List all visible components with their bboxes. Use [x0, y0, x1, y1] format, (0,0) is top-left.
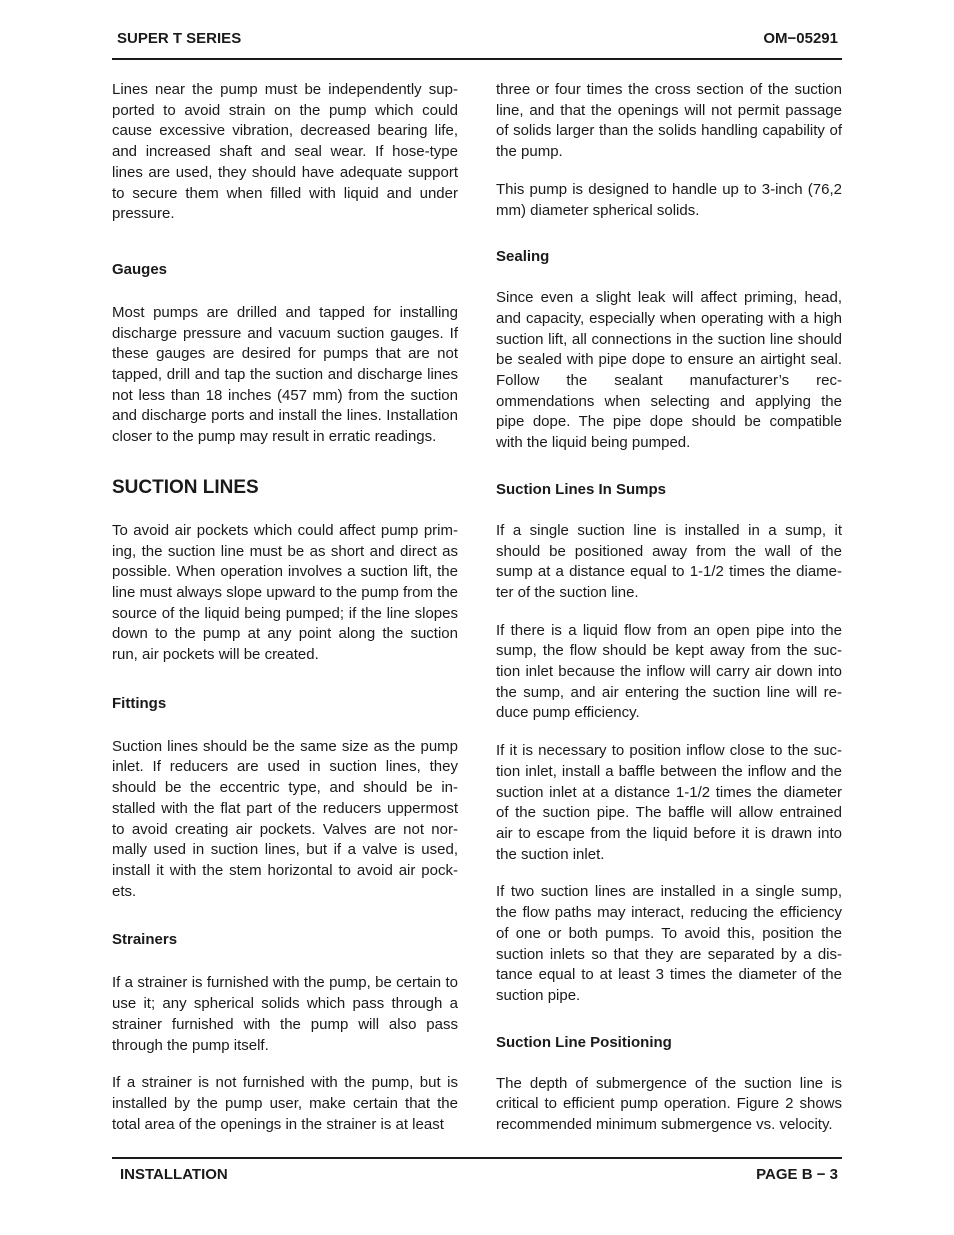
positioning-paragraph: The depth of submergence of the suction line is critical to efficient pump operation. Figure 2 shows recommended minimum submergence vs. velocity.: [496, 1074, 842, 1134]
suction-lines-heading: SUCTION LINES: [112, 476, 259, 498]
sealing-heading: Sealing: [496, 248, 550, 266]
left-column: [112, 80, 458, 1135]
strainers-paragraph-2: If a strainer is not furnished with the pump, but is installed by the pump user, make certain that the total area of the openings in the strainer is at least: [112, 1074, 458, 1133]
fittings-paragraph: Suction lines should be the same size as the pump inlet. If reducers are used in suction lines, they should be the eccentric type, and should be installed with the flat part of the reducers uppermost to avoid creating air pockets. Valves are not normally used in suction lines, but if a valve is used, install it with the stem horizontal to avoid air pockets.: [112, 737, 458, 900]
right-column: [496, 80, 842, 1136]
strainers-paragraph-1: If a strainer is furnished with the pump, be certain to use it; any spherical solids which pass through a strainer furnished with the pump will also pass through the pump itself.: [112, 974, 458, 1054]
spherical-solids-paragraph: This pump is designed to handle up to 3-inch (76,2 mm) diameter spherical solids.: [496, 180, 842, 219]
strainers-heading: Strainers: [112, 931, 178, 949]
strainer-openings-paragraph: three or four times the cross section of the suction line, and that the openings will not permit passage of solids larger than the solids handling capability of the pump.: [496, 81, 842, 161]
header-document-number: OM−05291: [763, 30, 838, 47]
sumps-paragraph-1: If a single suction line is installed in a sump, it should be positioned away from the wall of the sump at a distance equal to 1-1/2 times the diameter of the suction line.: [496, 521, 842, 601]
footer-divider: [112, 1157, 842, 1159]
footer-page-number: PAGE B − 3: [756, 1166, 838, 1183]
footer-section-title: INSTALLATION: [120, 1166, 228, 1183]
sumps-paragraph-2: If there is a liquid flow from an open pipe into the sump, the flow should be kept away from the suction inlet because the inflow will carry air down into the sump, and air entering the suction line will reduce pump efficiency.: [496, 621, 842, 722]
header-divider: [112, 58, 842, 60]
pipe-support-paragraph: Lines near the pump must be independently supported to avoid strain on the pump which could cause excessive vibration, decreased bearing life, and increased shaft and seal wear. If hose-type lines are used, they should have adequate support to secure them when filled with liquid and under pressure.: [112, 81, 458, 223]
sealing-paragraph: Since even a slight leak will affect priming, head, and capacity, especially when operating with a high suction lift, all connections in the suction line should be sealed with pipe dope to ensure an airtight seal. Follow the sealant manufacturer’s recommendations when selecting and applying the pipe dope. The pipe dope should be compatible with the liquid being pumped.: [496, 289, 842, 452]
sumps-paragraph-3: If it is necessary to position inflow close to the suction inlet, install a baffle between the inflow and the suction inlet at a distance 1-1/2 times the diameter of the suction pipe. The baffle will allow entrained air to escape from the liquid before it is drawn into the suction inlet.: [496, 742, 842, 863]
sumps-paragraph-4: If two suction lines are installed in a single sump, the flow paths may interact, reducing the efficiency of one or both pumps. To avoid this, position the suction inlets so that they are separated by a distance equal to at least 3 times the diameter of the suction pipe.: [496, 883, 842, 1004]
gauges-paragraph: Most pumps are drilled and tapped for installing discharge pressure and vacuum suction gauges. If these gauges are desired for pumps that are not tapped, drill and tap the suction and discharge lines not less than 18 inches (457 mm) from the suction and discharge ports and install the lines. Installation closer to the pump may result in erratic readings.: [112, 303, 458, 446]
suction-lines-paragraph: To avoid air pockets which could affect pump priming, the suction line must be as short and direct as possible. When operation involves a suction lift, the line must always slope upward to the pump from the source of the liquid being pumped; if the line slopes down to the pump at any point along the suction run, air pockets will be created.: [112, 521, 459, 664]
gauges-heading: Gauges: [112, 260, 168, 278]
fittings-heading: Fittings: [112, 694, 167, 712]
header-series-title: SUPER T SERIES: [117, 30, 242, 47]
suction-lines-in-sumps-heading: Suction Lines In Sumps: [496, 480, 667, 498]
suction-line-positioning-heading: Suction Line Positioning: [496, 1033, 672, 1051]
